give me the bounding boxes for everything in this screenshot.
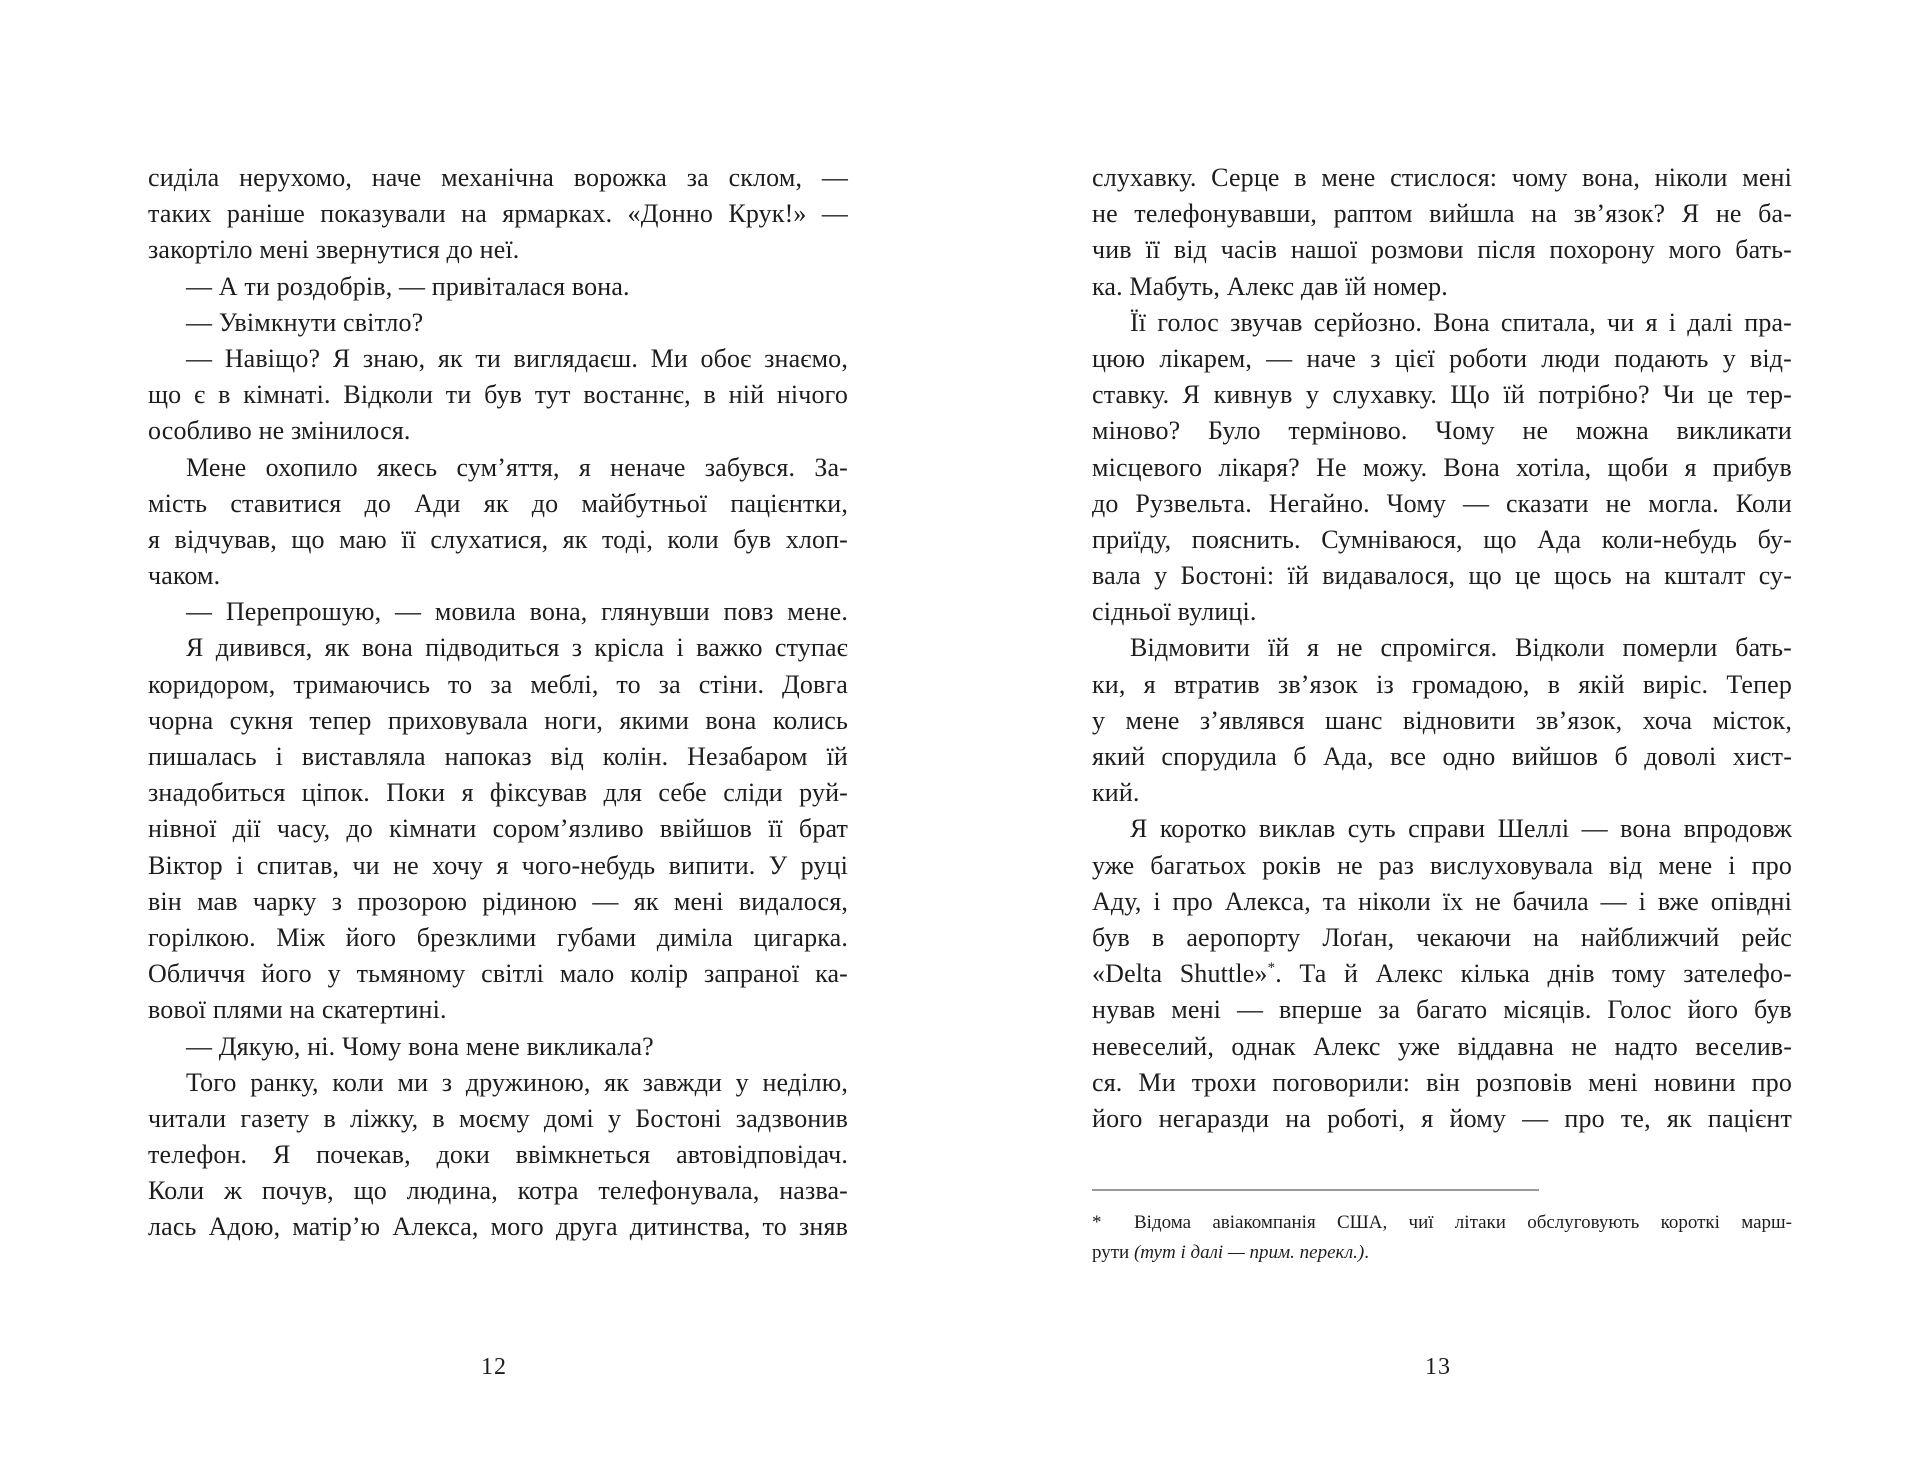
left-page-text-line: чаком. xyxy=(148,561,221,591)
right-page-text-line: вала у Бостоні: їй видавалося, що це щось на кшталт су- xyxy=(1092,561,1792,591)
left-page-text-line: я відчував, що маю її слухатися, як тоді, коли був хлоп- xyxy=(148,524,848,554)
left-page-text-line: — Навіщо? Я знаю, як ти виглядаєш. Ми обоє знаємо, xyxy=(186,343,848,373)
right-page-text-line: який спорудила б Ада, все одно вийшов б доволі хист- xyxy=(1092,742,1792,771)
left-page-number: 12 xyxy=(481,1354,507,1380)
right-page-text-line: міново? Було терміново. Чому не можна викликати xyxy=(1092,416,1792,446)
right-page-text-line: слухавку. Серце в мене стислося: чому вона, ніколи мені xyxy=(1092,163,1792,192)
footnote-divider xyxy=(1092,1189,1539,1191)
left-page-text-line: читали газету в ліжку, в моєму домі у Бостоні задзвонив xyxy=(148,1103,848,1133)
left-page-text-line: Мене охопило якесь сум’яття, я неначе забувся. За- xyxy=(186,452,848,482)
right-page-text-line: до Рузвельта. Негайно. Чому — сказати не могла. Коли xyxy=(1092,488,1792,518)
left-page-text-line: пишалась і виставляла напоказ від колін. Незабаром їй xyxy=(148,742,848,771)
right-page-text-line: Її голос звучав серйозно. Вона спитала, чи я і далі пра- xyxy=(1130,307,1792,337)
right-page-text-line: чив її від часів нашої розмови після похорону мого бать- xyxy=(1092,235,1792,265)
left-page-text-line: коридором, тримаючись то за меблі, то за стіни. Довга xyxy=(148,669,848,699)
footnote-text-1: Відома авіакомпанія США, чиї літаки обслуговують короткі марш- xyxy=(1134,1212,1792,1233)
left-page-text-line: Коли ж почув, що людина, котра телефонувала, назва- xyxy=(148,1176,848,1206)
left-page-text-line: Того ранку, коли ми з дружиною, як завжди у неділю, xyxy=(186,1067,848,1097)
left-page-text-line: нівної дії часу, до кімнати сором’язливо ввійшов її брат xyxy=(148,814,848,844)
left-page-text-line: горілкою. Між його брезклими губами диміла цигарка. xyxy=(148,922,848,952)
left-page-text-line: Обличчя його у тьмяному світлі мало колір запраної ка- xyxy=(148,959,848,989)
right-page-text-line: кий. xyxy=(1092,778,1140,808)
left-page-text-line: мість ставитися до Ади як до майбутньої пацієнтки, xyxy=(148,488,848,518)
left-page-text-line: — Дякую, ні. Чому вона мене викликала? xyxy=(186,1031,654,1061)
footnote xyxy=(1092,1208,1792,1268)
left-page-text-line: закортіло мені звернутися до неї. xyxy=(148,235,520,265)
right-page-number: 13 xyxy=(1425,1354,1451,1380)
footnote-italic-note: (тут і далі — прим. перекл.) xyxy=(1133,1242,1365,1263)
left-page xyxy=(148,0,848,1477)
left-page-body-text xyxy=(148,160,848,1246)
footnote-reference-marker: * xyxy=(1267,960,1276,977)
left-page-text-line: Я дивився, як вона підводиться з крісла і важко ступає xyxy=(186,633,848,663)
left-page-text-line: знадобиться ціпок. Поки я фіксував для себе сліди руй- xyxy=(148,778,848,808)
right-page-text-line: ставку. Я кивнув у слухавку. Що їй потрібно? Чи це тер- xyxy=(1092,380,1792,410)
footnote-line-1 xyxy=(1092,1208,1792,1238)
left-page-text-line: чорна сукня тепер приховувала ноги, якими вона колись xyxy=(148,705,848,735)
right-page-text-line: Я коротко виклав суть справи Шеллі — вона впродовж xyxy=(1130,814,1792,844)
left-page-text-line: сиділа нерухомо, наче механічна ворожка за склом, — xyxy=(148,163,848,192)
right-page-text-line: у мене з’являвся шанс відновити зв’язок, хоча місток, xyxy=(1092,705,1792,735)
right-page-text-line: був в аеропорту Лоґан, чекаючи на найближчий рейс xyxy=(1092,922,1792,952)
right-page-text-line: цюю лікарем, — наче з цієї роботи люди подають у від- xyxy=(1092,343,1792,373)
left-page-text-line: — Перепрошую, — мовила вона, глянувши повз мене. xyxy=(186,597,848,627)
right-page-text-line: сідньої вулиці. xyxy=(1092,597,1257,627)
left-page-text-line: вової плями на скатертині. xyxy=(148,995,447,1025)
right-page xyxy=(1092,0,1792,1477)
right-page-text-line: місцевого лікаря? Не можу. Вона хотіла, щоби я прибув xyxy=(1092,452,1792,482)
left-page-text-line: Віктор і спитав, чи не хочу я чого-небудь випити. У руці xyxy=(148,850,848,880)
right-page-text-line: уже багатьох років не раз вислуховувала від мене і про xyxy=(1092,850,1792,880)
left-page-text-line: телефон. Я почекав, доки ввімкнеться автовідповідач. xyxy=(148,1140,848,1170)
footnote-text-2: рути xyxy=(1092,1242,1134,1263)
left-page-text-line: особливо не змінилося. xyxy=(148,416,411,446)
right-page-text-line: ка. Мабуть, Алекс дав їй номер. xyxy=(1092,271,1448,301)
right-page-text-line: не телефонувавши, раптом вийшла на зв’язок? Я не ба- xyxy=(1092,199,1792,229)
right-page-text-line: невеселий, однак Алекс уже віддавна не надто веселив- xyxy=(1092,1031,1792,1061)
left-page-text-line: він мав чарку з прозорою рідиною — як мені видалося, xyxy=(148,886,848,916)
right-page-text-line: приїду, пояснить. Сумніваюся, що Ада коли-небудь бу- xyxy=(1092,524,1792,554)
right-page-text-line: Аду, і про Алекса, та ніколи їх не бачила — і вже опівдні xyxy=(1092,886,1792,916)
right-page-text-line: ки, я втратив зв’язок із громадою, в якій виріс. Тепер xyxy=(1092,669,1792,699)
right-page-text-line: нував мені — вперше за багато місяців. Голос його був xyxy=(1092,995,1792,1025)
left-page-text-line: — А ти роздобрів, — привіталася вона. xyxy=(186,271,630,301)
footnote-marker: * xyxy=(1092,1212,1102,1233)
left-page-text-line: таких раніше показували на ярмарках. «Донно Крук!» — xyxy=(148,199,848,229)
right-page-text-line: ся. Ми трохи поговорили: він розповів мені новини про xyxy=(1092,1067,1792,1097)
right-page-body-text xyxy=(1092,160,1792,1137)
right-page-text-line: Відмовити їй я не спромігся. Відколи померли бать- xyxy=(1130,633,1792,663)
left-page-text-line: — Увімкнути світло? xyxy=(186,307,424,337)
right-page-text-line: «Delta Shuttle»*. Та й Алекс кілька днів тому зателефо- xyxy=(1092,959,1792,989)
right-page-text-line: його негаразди на роботі, я йому — про те, як пацієнт xyxy=(1092,1103,1792,1133)
footnote-end: . xyxy=(1364,1242,1369,1263)
left-page-text-line: що є в кімнаті. Відколи ти був тут востаннє, в ній нічого xyxy=(148,380,848,410)
footnote-line-2 xyxy=(1092,1238,1792,1268)
left-page-text-line: лась Адою, матір’ю Алекса, мого друга дитинства, то зняв xyxy=(148,1212,848,1242)
